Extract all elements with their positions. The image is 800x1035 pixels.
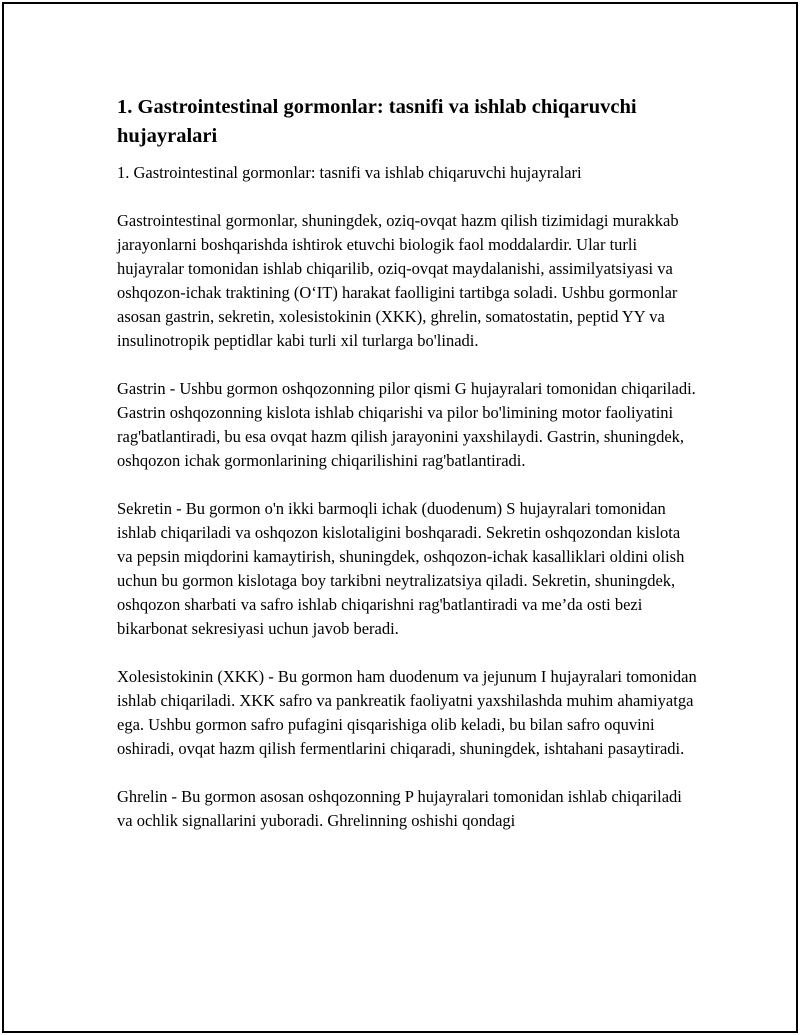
paragraph-sekretin: Sekretin - Bu gormon o'n ikki barmoqli ichak (duodenum) S hujayralari tomonidan ishlab chiqariladi va oshqozon kislotaligini boshqaradi. Sekretin oshqozondan kislota va pepsin miqdorini kamaytirish, shuningdek, oshqozon-ichak kasalliklari oldini olish uchun bu gormon kislotaga boy tarkibni neytralizatsiya qiladi. Sekretin, shuningdek, oshqozon sharbati va safro ishlab chiqarishni rag'batlantiradi va me’da osti bezi bikarbonat sekresiyasi uchun javob beradi. <box>117 499 685 638</box>
paragraph-gastrin: Gastrin - Ushbu gormon oshqozonning pilor qismi G hujayralari tomonidan chiqariladi. Gastrin oshqozonning kislota ishlab chiqarishi va pilor bo'limining motor faoliyatini rag'batlantiradi, bu esa ovqat hazm qilish jarayonini yaxshilaydi. Gastrin, shuningdek, oshqozon ichak gormonlarining chiqarilishini rag'batlantiradi. <box>117 379 696 470</box>
paragraph-intro: Gastrointestinal gormonlar, shuningdek, oziq-ovqat hazm qilish tizimidagi murakkab jarayonlarni boshqarishda ishtirok etuvchi biologik faol moddalardir. Ular turli hujayralar tomonidan ishlab chiqarilib, oziq-ovqat maydalanishi, assimilyatsiyasi va oshqozon-ichak traktining (O‘IT) harakat faolligini tartibga soladi. Ushbu gormonlar asosan gastrin, sekretin, xolesistokinin (XKK), ghrelin, somatostatin, peptid YY va insulinotropik peptidlar kabi turli xil turlarga bo'linadi. <box>117 211 679 350</box>
paragraph-ghrelin: Ghrelin - Bu gormon asosan oshqozonning P hujayralari tomonidan ishlab chiqariladi va ochlik signallarini yuboradi. Ghrelinning oshishi qondagi <box>117 787 682 830</box>
section-heading: 1. Gastrointestinal gormonlar: tasnifi va ishlab chiqaruvchi hujayralari <box>117 96 637 147</box>
document-body <box>117 93 697 857</box>
paragraph-xolesistokinin: Xolesistokinin (XKK) - Bu gormon ham duodenum va jejunum I hujayralari tomonidan ishlab chiqariladi. XKK safro va pankreatik faoliyatni yaxshilashda muhim ahamiyatga ega. Ushbu gormon safro pufagini qisqarishiga olib keladi, bu bilan safro oquvini oshiradi, ovqat hazm qilish fermentlarini chiqaradi, shuningdek, ishtahani pasaytiradi. <box>117 667 697 758</box>
paragraph-section-title: 1. Gastrointestinal gormonlar: tasnifi va ishlab chiqaruvchi hujayralari <box>117 163 582 182</box>
